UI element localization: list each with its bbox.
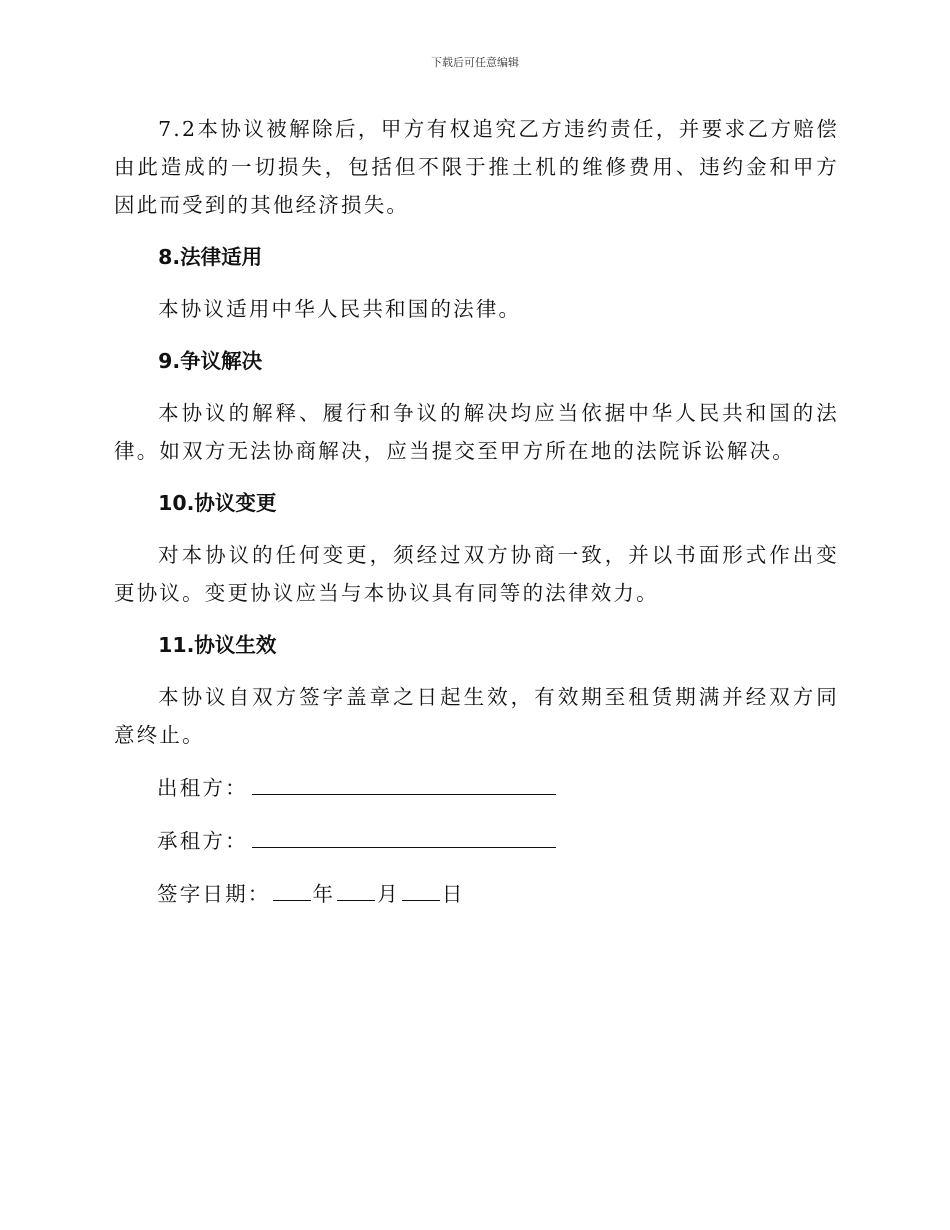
date-label: 签字日期： <box>157 882 271 906</box>
year-blank <box>273 874 311 901</box>
lessee-label: 承租方： <box>157 829 248 853</box>
document-body <box>114 110 839 927</box>
section-8-paragraph: 本协议适用中华人民共和国的法律。 <box>158 297 522 321</box>
page-header: 下载后可任意编辑 <box>431 56 519 69</box>
lessor-signature-line <box>114 768 839 807</box>
day-blank <box>402 874 440 901</box>
year-label: 年 <box>312 882 336 906</box>
clause-7-2-paragraph: 7.2本协议被解除后，甲方有权追究乙方违约责任，并要求乙方赔偿由此造成的一切损失，包括但不限于推土机的维修费用、违约金和甲方因此而受到的其他经济损失。 <box>114 117 839 217</box>
section-9-heading: 9.争议解决 <box>158 349 263 373</box>
lessee-blank <box>252 821 556 848</box>
lessor-label: 出租方： <box>157 776 248 800</box>
section-11-paragraph: 本协议自双方签字盖章之日起生效，有效期至租赁期满并经双方同意终止。 <box>114 685 839 747</box>
section-10-heading: 10.协议变更 <box>158 491 277 515</box>
lessor-blank <box>252 768 556 795</box>
sign-date-line <box>114 874 839 913</box>
month-label: 月 <box>377 882 400 906</box>
section-11-heading: 11.协议生效 <box>158 633 277 657</box>
month-blank <box>337 874 375 901</box>
section-10-paragraph: 对本协议的任何变更，须经过双方协商一致，并以书面形式作出变更协议。变更协议应当与本协议具有同等的法律效力。 <box>114 543 839 605</box>
section-9-paragraph: 本协议的解释、履行和争议的解决均应当依据中华人民共和国的法律。如双方无法协商解决，应当提交至甲方所在地的法院诉讼解决。 <box>114 401 839 463</box>
section-8-heading: 8.法律适用 <box>158 245 263 269</box>
day-label: 日 <box>441 882 465 906</box>
lessee-signature-line <box>114 821 839 860</box>
